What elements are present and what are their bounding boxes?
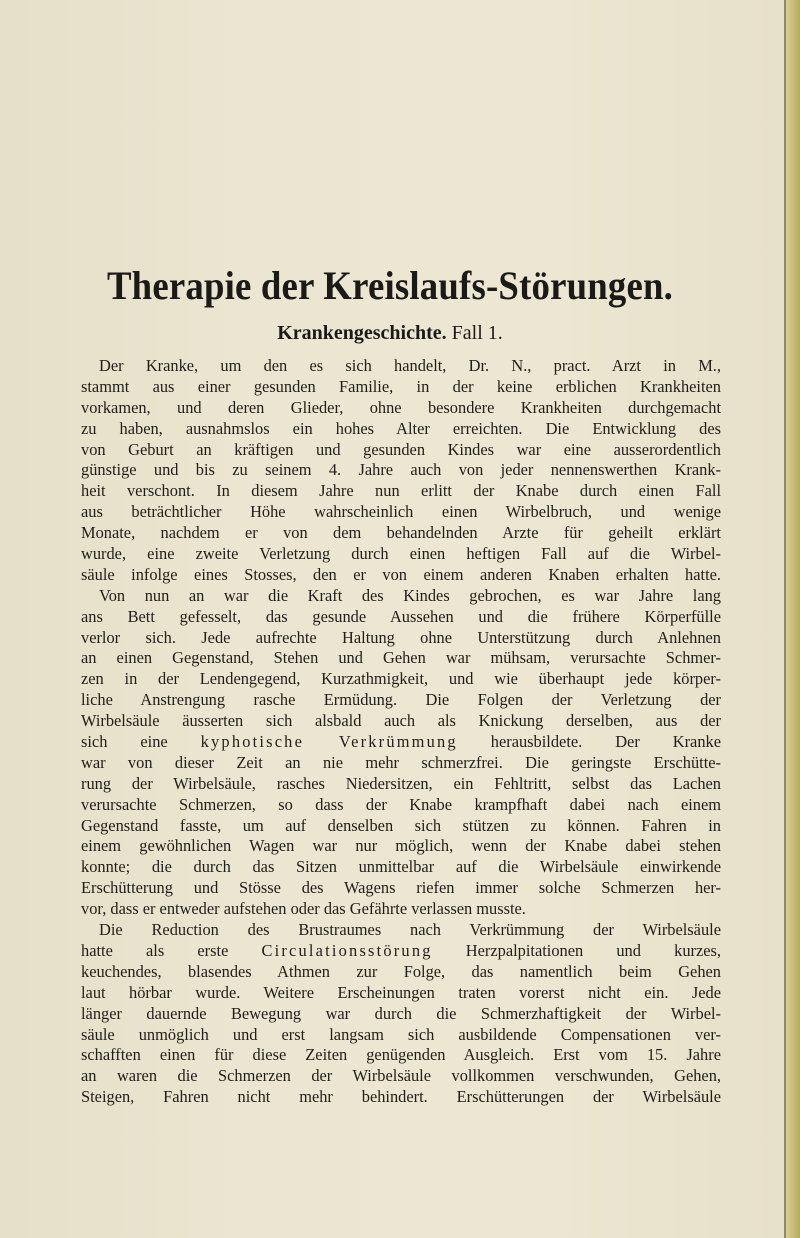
text-line: rung der Wirbelsäule, rasches Niedersitzen, ein Fehltritt, selbst das Lachen [81, 773, 721, 793]
text-line: liche Anstrengung rasche Ermüdung. Die Folgen der Verletzung der [81, 690, 721, 710]
text-line: an einen Gegenstand, Stehen und Gehen war mühsam, verursachte Schmer- [81, 648, 721, 668]
text-line: war von dieser Zeit an nie mehr schmerzfrei. Die geringste Erschütte- [81, 752, 721, 772]
text-line: Steigen, Fahren nicht mehr behindert. Erschütterungen der Wirbelsäule [81, 1087, 721, 1107]
text-line: konnte; die durch das Sitzen unmittelbar auf die Wirbelsäule einwirkende [81, 857, 721, 877]
text-line: ans Bett gefesselt, das gesunde Aussehen und die frühere Körperfülle [81, 606, 721, 626]
text-line: säule infolge eines Stosses, den er von einem anderen Knaben erhalten hatte. [81, 564, 721, 584]
emphasized-phrase: kyphotische Verkrümmung [200, 732, 458, 752]
case-number: Fall 1. [451, 322, 503, 344]
text-line: von Geburt an kräftigen und gesunden Kindes war eine ausserordentlich [81, 439, 721, 459]
body-text [81, 356, 721, 1108]
text-line: sich eine kyphotische Verkrümmung herausbildete. Der Kranke [81, 732, 721, 752]
text-line: günstige und bis zu seinem 4. Jahre auch von jeder nennenswerthen Krank- [81, 460, 721, 480]
chapter-title: Therapie der Kreislaufs-Störungen. [106, 263, 674, 308]
text-line: zen in der Lendengegend, Kurzathmigkeit, und wie überhaupt jede körper- [81, 669, 721, 689]
text-line: wurde, eine zweite Verletzung durch einen heftigen Fall auf die Wirbel- [81, 544, 721, 564]
text-line: aus beträchtlicher Höhe wahrscheinlich einen Wirbelbruch, und wenige [81, 502, 721, 522]
text-line: Von nun an war die Kraft des Kindes gebrochen, es war Jahre lang [99, 585, 721, 605]
text-line: säule unmöglich und erst langsam sich ausbildende Compensationen ver- [81, 1024, 721, 1044]
text-line: verlor sich. Jede aufrechte Haltung ohne Unterstützung durch Anlehnen [81, 627, 721, 647]
text-line: Monate, nachdem er von dem behandelnden Arzte für geheilt erklärt [81, 523, 721, 543]
text-line: Der Kranke, um den es sich handelt, Dr. N., pract. Arzt in M., [99, 356, 721, 375]
text-line: vor, dass er entweder aufstehen oder das Gefährte verlassen musste. [81, 899, 526, 919]
text-line: länger dauernde Bewegung war durch die Schmerzhaftigkeit der Wirbel- [81, 1003, 721, 1023]
case-heading [60, 322, 720, 345]
text-line: Gegenstand fasste, um auf denselben sich stützen zu können. Fahren in [81, 815, 721, 835]
text-line: heit verschont. In diesem Jahre nun erlitt der Knabe durch einen Fall [81, 481, 721, 501]
case-heading-label: Krankengeschichte. [277, 322, 447, 344]
text-line: verursachte Schmerzen, so dass der Knabe krampfhaft dabei nach einem [81, 794, 721, 814]
text-line: zu haben, ausnahmslos ein hohes Alter erreichten. Die Entwicklung des [81, 418, 721, 438]
text-line: einem gewöhnlichen Wagen war nur möglich, wenn der Knabe dabei stehen [81, 836, 721, 856]
text-line: schafften einen für diese Zeiten genügenden Ausgleich. Erst vom 15. Jahre [81, 1045, 721, 1065]
text-line: vorkamen, und deren Glieder, ohne besondere Krankheiten durchgemacht [81, 397, 721, 417]
emphasized-phrase: Circulationsstörung [261, 940, 433, 960]
text-line: Wirbelsäule äusserten sich alsbald auch als Knickung derselben, aus der [81, 711, 721, 731]
text-line: an waren die Schmerzen der Wirbelsäule vollkommen verschwunden, Gehen, [81, 1066, 721, 1086]
text-line: Erschütterung und Stösse des Wagens riefen immer solche Schmerzen her- [81, 878, 721, 898]
page-edge [786, 0, 800, 1238]
text-line: stammt aus einer gesunden Familie, in der keine erblichen Krankheiten [81, 376, 721, 396]
text-line: Die Reduction des Brustraumes nach Verkrümmung der Wirbelsäule [99, 920, 721, 940]
text-line: laut hörbar wurde. Weitere Erscheinungen traten vorerst nicht ein. Jede [81, 982, 721, 1002]
text-line: hatte als erste Circulationsstörung Herzpalpitationen und kurzes, [81, 940, 721, 960]
text-line: keuchendes, blasendes Athmen zur Folge, das namentlich beim Gehen [81, 961, 721, 981]
